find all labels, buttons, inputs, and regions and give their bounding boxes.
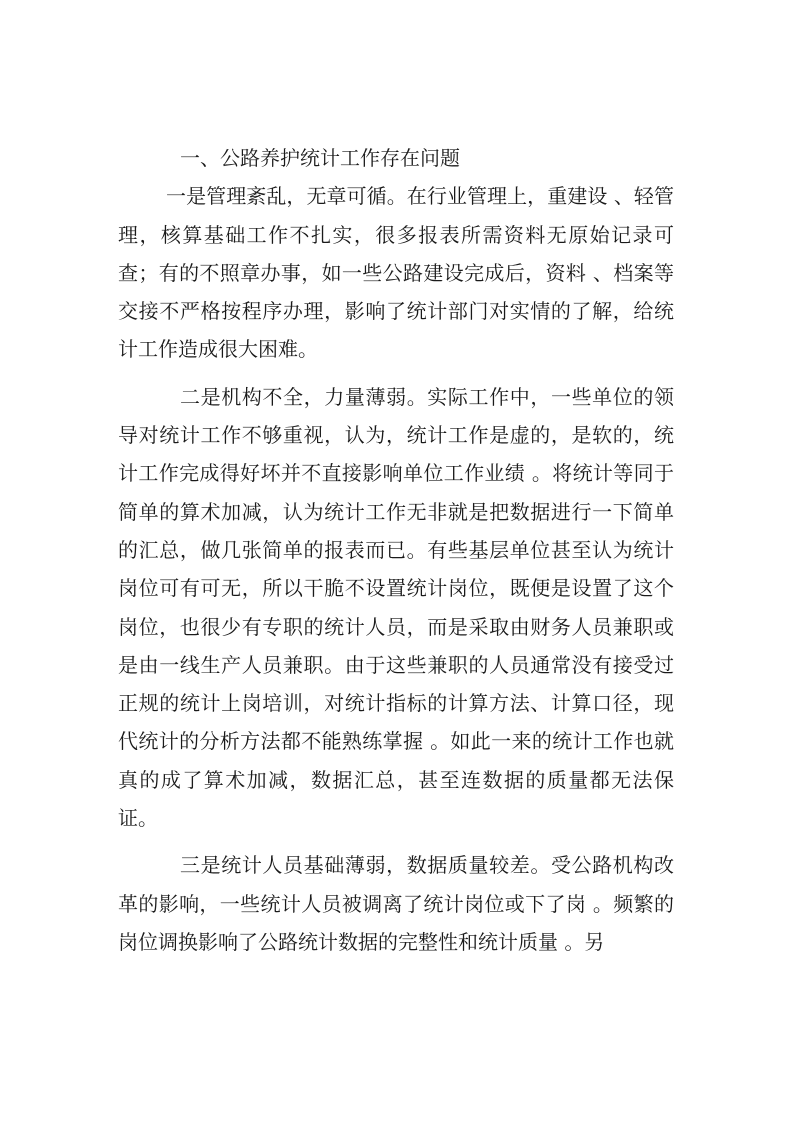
paragraph-management: 一是管理紊乱，无章可循。在行业管理上，重建设 、轻管理，核算基础工作不扎实，很多报表所需资料无原始记录可查；有的不照章办事，如一些公路建设完成后，资料 、档案等交接不严格按程序办理，影响了统计部门对实情的了解，给统计工作造成很大困难。 [118, 184, 674, 362]
section-heading: 一、公路养护统计工作存在问题 [180, 146, 460, 170]
paragraph-organization: 二是机构不全，力量薄弱。实际工作中，一些单位的领导对统计工作不够重视，认为，统计工作是虚的，是软的，统计工作完成得好坏并不直接影响单位工作业绩 。将统计等同于简单的算术加减，认为统计工作无非就是把数据进行一下简单的汇总，做几张简单的报表而已。有些基层单位甚至认为统计岗位可有可无，所以干脆不设置统计岗位，既便是设置了这个岗位，也很少有专职的统计人员，而是采取由财务人员兼职或是由一线生产人员兼职。由于这些兼职的人员通常没有接受过正规的统计上岗培训，对统计指标的计算方法、计算口径，现代统计的分析方法都不能熟练掌握 。如此一来的统计工作也就真的成了算术加减，数据汇总，甚至连数据的质量都无法保证。 [118, 384, 674, 831]
document-body [118, 139, 674, 961]
paragraph-spacer [118, 837, 674, 846]
paragraph-staff: 三是统计人员基础薄弱，数据质量较差。受公路机构改革的影响，一些统计人员被调离了统计岗位或下了岗 。频繁的岗位调换影响了公路统计数据的完整性和统计质量 。另 [118, 853, 674, 954]
paragraph-spacer [118, 369, 674, 378]
